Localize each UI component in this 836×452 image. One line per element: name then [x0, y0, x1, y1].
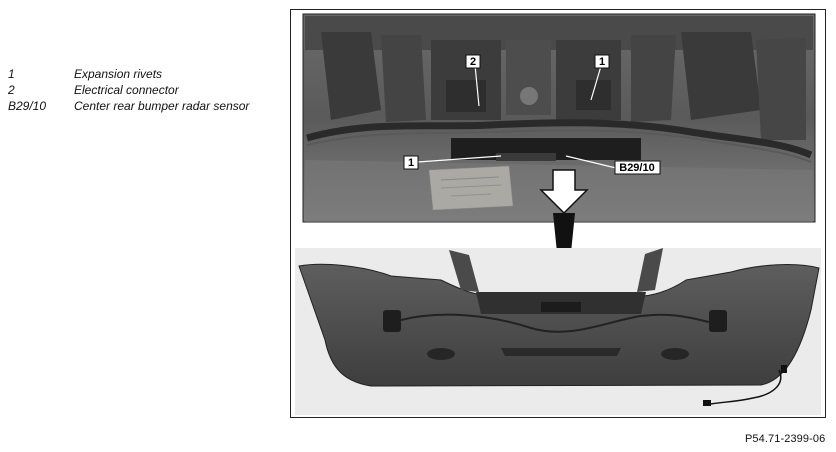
closeup-photo: [303, 14, 815, 222]
callout-1-top-label: 1: [598, 56, 606, 68]
legend-text: Electrical connector: [74, 83, 179, 97]
bumper-illustration: [291, 10, 825, 417]
callout-1-lower-label: 1: [407, 157, 415, 169]
figure-frame: [290, 9, 826, 418]
legend: [8, 66, 249, 114]
legend-code: 1: [8, 67, 15, 81]
callout-b29-10-label: B29/10: [619, 162, 655, 174]
legend-text: Expansion rivets: [74, 67, 163, 81]
legend-text: Center rear bumper radar sensor: [74, 99, 250, 113]
figure-code: P54.71-2399-06: [745, 433, 826, 445]
legend-item: [8, 98, 249, 114]
legend-code: 2: [8, 83, 15, 97]
callout-2-label: 2: [469, 56, 477, 68]
legend-item: [8, 82, 249, 98]
legend-item: [8, 66, 249, 82]
legend-code: B29/10: [8, 99, 47, 113]
